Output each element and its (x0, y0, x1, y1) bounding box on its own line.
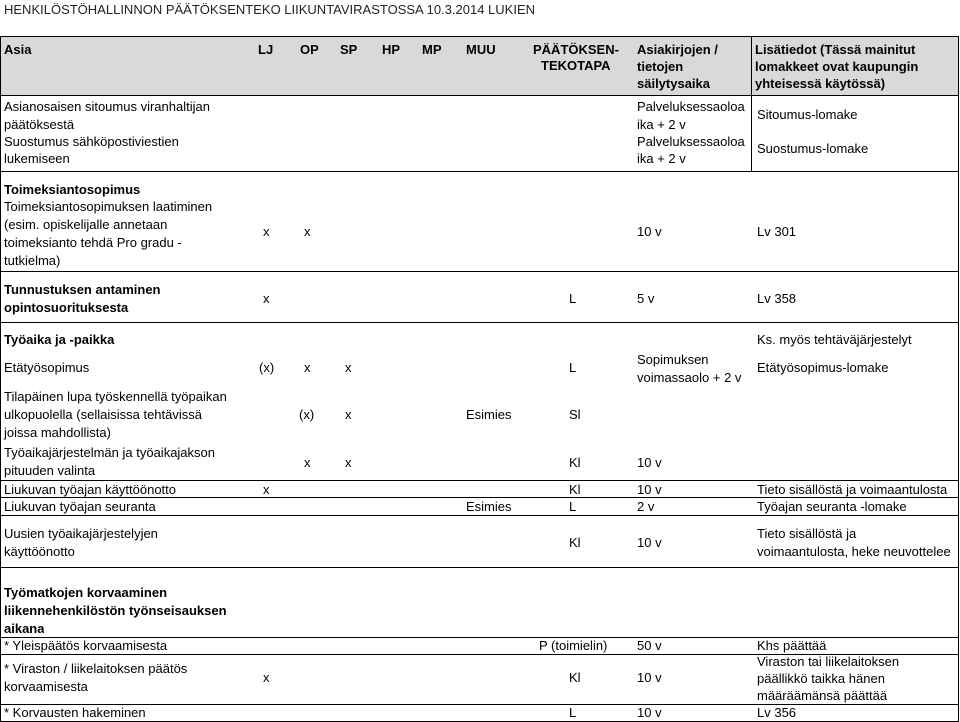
liukuva-kayttoonotto-lisatiedot: Tieto sisällöstä ja voimaantulosta (757, 482, 948, 497)
viraston-paatos-lj: x (263, 670, 270, 685)
header-muu: MUU (466, 42, 496, 57)
header-tekotapa-line1: PÄÄTÖKSEN- (533, 42, 619, 57)
table-left-border (0, 36, 1, 721)
liukuva-seuranta-tekotapa: L (569, 499, 577, 514)
uudet-jarjestelyt-lisatiedot-line1: Tieto sisällöstä ja (757, 526, 857, 541)
tyoaikajarjestelma-sp: x (345, 455, 352, 470)
liukuva-kayttoonotto-lj: x (263, 482, 270, 497)
uudet-jarjestelyt-asia-line2: käyttöönotto (4, 544, 75, 559)
yleispaatos-tekotapa: P (toimielin) (539, 638, 608, 653)
header-sailytys-line3: säilytysaika (637, 76, 711, 91)
tilapainen-sp: x (345, 407, 352, 422)
header-op: OP (300, 42, 319, 57)
yleispaatos-lisatiedot: Khs päättää (757, 638, 827, 653)
tilapainen-muu: Esimies (466, 407, 512, 422)
etatyo-asia: Etätyösopimus (4, 360, 90, 375)
etatyo-sailytys-line2: voimassaolo + 2 v (637, 370, 742, 385)
header-lisatiedot-line1: Lisätiedot (Tässä mainitut (755, 42, 916, 57)
header-divider-lisatiedot (751, 36, 752, 96)
viraston-paatos-sailytys: 10 v (637, 670, 662, 685)
viraston-paatos-asia-line2: korvaamisesta (4, 679, 88, 694)
etatyo-sailytys-line1: Sopimuksen (637, 352, 709, 367)
toimeksianto-sailytys: 10 v (637, 224, 662, 239)
header-mp: MP (422, 42, 442, 57)
row-border (0, 515, 959, 516)
korvausten-hakeminen-sailytys: 10 v (637, 705, 662, 720)
uudet-jarjestelyt-lisatiedot-line2: voimaantulosta, heke neuvottelee (757, 544, 951, 559)
row2-sailytys-line1: Palveluksessaoloa (637, 134, 745, 149)
section-tyomatkat-title-line3: aikana (4, 621, 45, 636)
header-lisatiedot-line2: lomakkeet ovat kaupungin (755, 59, 919, 74)
liukuva-kayttoonotto-asia: Liukuvan työajan käyttöönotto (4, 482, 177, 497)
row2-asia-line1: Suostumus sähköpostiviestien (4, 134, 179, 149)
header-lisatiedot-line3: yhteisessä käytössä) (755, 76, 886, 91)
header-sailytys-line1: Asiakirjojen / (637, 42, 718, 57)
etatyo-op: x (304, 360, 311, 375)
row2-asia-line2: lukemiseen (4, 151, 70, 166)
etatyo-sp: x (345, 360, 352, 375)
viraston-paatos-asia-line1: * Viraston / liikelaitoksen päätös (4, 661, 188, 676)
row2-lisatiedot: Suostumus-lomake (757, 141, 869, 156)
tyoaikajarjestelma-op: x (304, 455, 311, 470)
liukuva-seuranta-asia: Liukuvan työajan seuranta (4, 499, 156, 514)
tilapainen-asia-line2: ulkopuolella (sellaisissa tehtävissä (4, 407, 202, 422)
row-border (0, 567, 959, 568)
row1-asia-line1: Asianosaisen sitoumus viranhaltijan (4, 99, 210, 114)
viraston-paatos-lisatiedot-line2: päällikkö taikka hänen (757, 671, 885, 686)
row1-lisatiedot: Sitoumus-lomake (757, 107, 858, 122)
tunnustus-tekotapa: L (569, 291, 577, 306)
section-tyomatkat-title-line1: Työmatkojen korvaaminen (4, 585, 168, 600)
korvausten-hakeminen-tekotapa: L (569, 705, 577, 720)
header-top-border (0, 36, 959, 37)
tunnustus-asia-line2: opintosuorituksesta (4, 300, 129, 315)
toimeksianto-lisatiedot: Lv 301 (757, 224, 797, 239)
tilapainen-tekotapa: Sl (569, 407, 581, 422)
toimeksianto-asia-line4: tutkielma) (4, 253, 61, 268)
row1-sailytys-line2: ika + 2 v (637, 117, 686, 132)
table-right-border (958, 36, 959, 721)
tunnustus-lisatiedot: Lv 358 (757, 291, 797, 306)
header-sailytys-line2: tietojen (637, 59, 684, 74)
section-toimeksiantosopimus-title: Toimeksiantosopimus (4, 182, 141, 197)
tyoaikajarjestelma-asia-line1: Työaikajärjestelmän ja työaikajakson (4, 445, 215, 460)
section-tyoaika-title: Työaika ja -paikka (4, 332, 115, 347)
tyoaikajarjestelma-sailytys: 10 v (637, 455, 662, 470)
row2-sailytys-line2: ika + 2 v (637, 151, 686, 166)
header-asia: Asia (4, 42, 32, 57)
liukuva-seuranta-muu: Esimies (466, 499, 512, 514)
page-title: HENKILÖSTÖHALLINNON PÄÄTÖKSENTEKO LIIKUNTAVIRASTOSSA 10.3.2014 LUKIEN (4, 2, 536, 17)
section-tyomatkat-title-line2: liikennehenkilöstön työnseisauksen (4, 603, 227, 618)
tilapainen-asia-line1: Tilapäinen lupa työskennellä työpaikan (4, 389, 227, 404)
header-tekotapa-line2: TEKOTAPA (541, 58, 611, 73)
tyoaikajarjestelma-asia-line2: pituuden valinta (4, 463, 96, 478)
toimeksianto-op: x (304, 224, 311, 239)
yleispaatos-asia: * Yleispäätös korvaamisesta (4, 638, 168, 653)
liukuva-seuranta-lisatiedot: Työajan seuranta -lomake (757, 499, 907, 514)
tunnustus-asia-line1: Tunnustuksen antaminen (4, 282, 161, 297)
yleispaatos-sailytys: 50 v (637, 638, 662, 653)
uudet-jarjestelyt-tekotapa: Kl (569, 535, 581, 550)
row-border (0, 171, 959, 172)
liukuva-seuranta-sailytys: 2 v (637, 499, 655, 514)
toimeksianto-lj: x (263, 224, 270, 239)
toimeksianto-asia-line2: (esim. opiskelijalle annetaan (4, 217, 168, 232)
row-border (0, 271, 959, 272)
tunnustus-lj: x (263, 291, 270, 306)
etatyo-lj: (x) (259, 360, 275, 375)
etatyo-lisatiedot: Etätyösopimus-lomake (757, 360, 889, 375)
header-sp: SP (340, 42, 358, 57)
liukuva-kayttoonotto-sailytys: 10 v (637, 482, 662, 497)
row1-sailytys-line1: Palveluksessaoloa (637, 99, 745, 114)
header-bottom-border (0, 95, 959, 96)
etatyo-tekotapa: L (569, 360, 577, 375)
korvausten-hakeminen-asia: * Korvausten hakeminen (4, 705, 146, 720)
divider-lisatiedot-top (751, 96, 752, 172)
row-border (0, 322, 959, 323)
korvausten-hakeminen-lisatiedot: Lv 356 (757, 705, 797, 720)
tilapainen-op: (x) (299, 407, 315, 422)
tyoaikajarjestelma-tekotapa: Kl (569, 455, 581, 470)
viraston-paatos-lisatiedot-line1: Viraston tai liikelaitoksen (757, 654, 900, 669)
tunnustus-sailytys: 5 v (637, 291, 655, 306)
toimeksianto-asia-line3: toimeksianto tehdä Pro gradu - (4, 235, 182, 250)
toimeksianto-asia-line1: Toimeksiantosopimuksen laatiminen (4, 199, 213, 214)
header-hp: HP (382, 42, 401, 57)
row1-asia-line2: päätöksestä (4, 117, 75, 132)
uudet-jarjestelyt-sailytys: 10 v (637, 535, 662, 550)
tyoaika-lisatiedot: Ks. myös tehtäväjärjestelyt (757, 332, 912, 347)
tilapainen-asia-line3: joissa mahdollista) (4, 425, 111, 440)
viraston-paatos-lisatiedot-line3: määräämänsä päättää (757, 688, 888, 703)
header-lj: LJ (258, 42, 274, 57)
liukuva-kayttoonotto-tekotapa: Kl (569, 482, 581, 497)
uudet-jarjestelyt-asia-line1: Uusien työaikajärjestelyjen (4, 526, 158, 541)
viraston-paatos-tekotapa: Kl (569, 670, 581, 685)
